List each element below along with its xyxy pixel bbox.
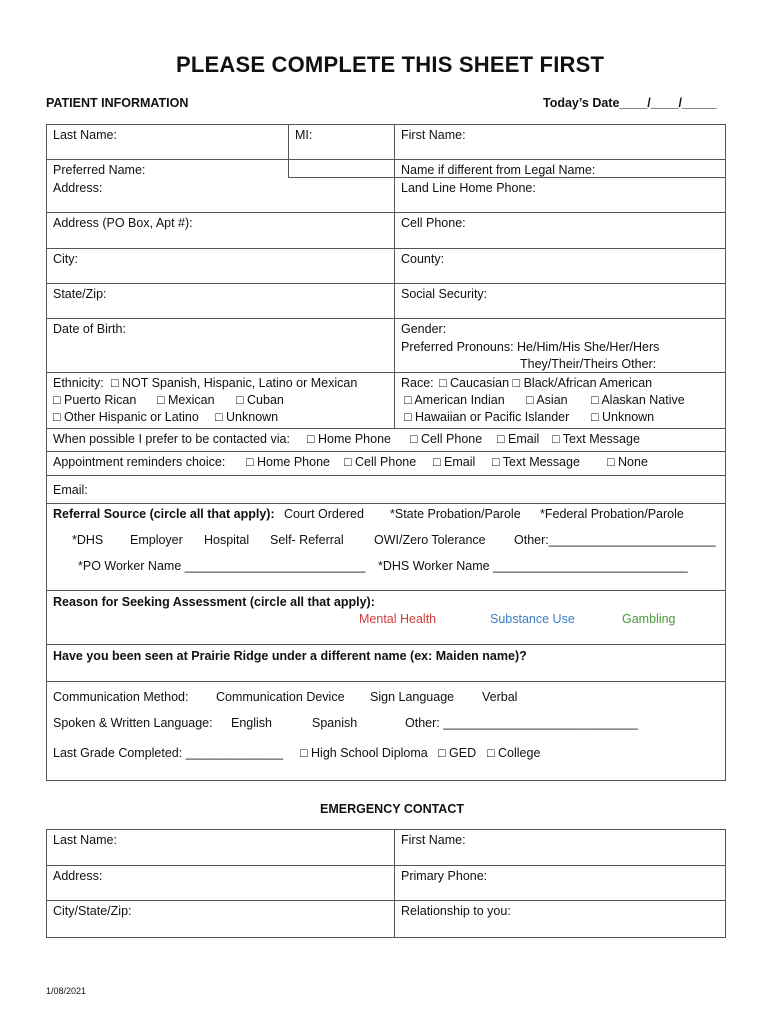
table-border: [725, 829, 726, 938]
language-option[interactable]: Spanish: [312, 716, 358, 730]
email-field[interactable]: Email:: [53, 483, 88, 497]
row-divider: [46, 283, 725, 284]
emergency-contact-heading: EMERGENCY CONTACT: [320, 802, 464, 816]
ethnicity-option[interactable]: □ Puerto Rican: [53, 393, 137, 407]
city-field[interactable]: City:: [53, 252, 78, 266]
ethnicity-option[interactable]: □ Unknown: [215, 410, 279, 424]
row-divider: [46, 248, 725, 249]
emergency-relationship-field[interactable]: Relationship to you:: [401, 904, 511, 918]
table-border: [46, 937, 726, 938]
communication-label: Communication Method:: [53, 690, 189, 704]
contact-pref-option[interactable]: □ Email: [497, 432, 540, 446]
emergency-phone-field[interactable]: Primary Phone:: [401, 869, 488, 883]
emergency-address-field[interactable]: Address:: [53, 869, 103, 883]
row-divider: [46, 865, 726, 866]
referral-option[interactable]: Self- Referral: [270, 533, 344, 547]
row-divider: [46, 900, 726, 901]
preferred-name-field[interactable]: Preferred Name:: [53, 163, 146, 177]
ethnicity-label: Ethnicity:: [53, 376, 104, 390]
dhs-worker-field[interactable]: *DHS Worker Name ____________________________: [378, 559, 688, 573]
page-title: PLEASE COMPLETE THIS SHEET FIRST: [176, 52, 605, 77]
last-grade-field[interactable]: Last Grade Completed: ______________: [53, 746, 284, 760]
reason-option-gambling[interactable]: Gambling: [622, 612, 676, 626]
race-option[interactable]: □ Asian: [526, 393, 568, 407]
contact-pref-label: When possible I prefer to be contacted via:: [53, 432, 290, 446]
row-divider: [46, 681, 725, 682]
ethnicity-option[interactable]: □ Other Hispanic or Latino: [53, 410, 199, 424]
contact-pref-option[interactable]: □ Text Message: [552, 432, 640, 446]
section-heading-patient: PATIENT INFORMATION: [46, 96, 189, 110]
cell-phone-field[interactable]: Cell Phone:: [401, 216, 466, 230]
reminder-option[interactable]: □ None: [607, 455, 648, 469]
emergency-last-name-field[interactable]: Last Name:: [53, 833, 117, 847]
row-divider: [288, 177, 725, 178]
referral-other-field[interactable]: Other:________________________: [514, 533, 716, 547]
address-po-field[interactable]: Address (PO Box, Apt #):: [53, 216, 193, 230]
race-option[interactable]: □ Hawaiian or Pacific Islander: [404, 410, 570, 424]
todays-date-field[interactable]: Today’s Date____/____/_____: [543, 96, 717, 110]
seen-before-question[interactable]: Have you been seen at Prairie Ridge under a different name (ex: Maiden name)?: [53, 649, 527, 663]
communication-option[interactable]: Verbal: [482, 690, 518, 704]
table-border: [46, 829, 726, 830]
emergency-first-name-field[interactable]: First Name:: [401, 833, 466, 847]
column-divider: [394, 829, 395, 938]
last-name-field[interactable]: Last Name:: [53, 128, 117, 142]
row-divider: [46, 372, 725, 373]
referral-option[interactable]: Court Ordered: [284, 507, 364, 521]
ethnicity-option[interactable]: □ Cuban: [236, 393, 284, 407]
column-divider: [288, 124, 289, 178]
county-field[interactable]: County:: [401, 252, 445, 266]
pronouns-line-1: Preferred Pronouns: He/Him/His She/Her/Hers: [401, 340, 660, 354]
reminder-option[interactable]: □ Home Phone: [246, 455, 330, 469]
landline-field[interactable]: Land Line Home Phone:: [401, 181, 536, 195]
row-divider: [46, 503, 725, 504]
first-name-field[interactable]: First Name:: [401, 128, 466, 142]
reminder-option[interactable]: □ Text Message: [492, 455, 580, 469]
row-divider: [46, 590, 725, 591]
referral-option[interactable]: Employer: [130, 533, 183, 547]
race-option[interactable]: □ Caucasian □ Black/African American: [439, 376, 653, 390]
race-label: Race:: [401, 376, 434, 390]
grade-option[interactable]: □ GED: [438, 746, 477, 760]
table-border: [46, 124, 725, 125]
referral-option[interactable]: OWI/Zero Tolerance: [374, 533, 486, 547]
row-divider: [46, 475, 725, 476]
table-border: [725, 124, 726, 780]
emergency-city-state-zip-field[interactable]: City/State/Zip:: [53, 904, 132, 918]
reason-option-substance-use[interactable]: Substance Use: [490, 612, 575, 626]
contact-pref-option[interactable]: □ Cell Phone: [410, 432, 483, 446]
communication-option[interactable]: Sign Language: [370, 690, 455, 704]
pronouns-line-2: They/Their/Theirs Other:: [520, 357, 657, 371]
referral-option[interactable]: *Federal Probation/Parole: [540, 507, 684, 521]
reminder-option[interactable]: □ Email: [433, 455, 476, 469]
table-border: [46, 780, 726, 781]
language-option[interactable]: English: [231, 716, 272, 730]
reason-option-mental-health[interactable]: Mental Health: [359, 612, 437, 626]
gender-field[interactable]: Gender:: [401, 322, 447, 336]
communication-option[interactable]: Communication Device: [216, 690, 345, 704]
referral-label: Referral Source (circle all that apply):: [53, 507, 275, 521]
mi-field[interactable]: MI:: [295, 128, 313, 142]
language-label: Spoken & Written Language:: [53, 716, 213, 730]
race-option[interactable]: □ Alaskan Native: [591, 393, 685, 407]
row-divider: [46, 428, 725, 429]
dob-field[interactable]: Date of Birth:: [53, 322, 126, 336]
reminders-label: Appointment reminders choice:: [53, 455, 226, 469]
race-option[interactable]: □ Unknown: [591, 410, 655, 424]
row-divider: [46, 159, 725, 160]
name-if-different-field[interactable]: Name if different from Legal Name:: [401, 163, 596, 177]
footer-date: 1/08/2021: [46, 986, 87, 996]
address-field[interactable]: Address:: [53, 181, 103, 195]
po-worker-field[interactable]: *PO Worker Name __________________________: [78, 559, 366, 573]
referral-option[interactable]: *State Probation/Parole: [390, 507, 521, 521]
ssn-field[interactable]: Social Security:: [401, 287, 488, 301]
ethnicity-option[interactable]: □ Mexican: [157, 393, 215, 407]
row-divider: [46, 451, 725, 452]
grade-option[interactable]: □ College: [487, 746, 541, 760]
referral-option[interactable]: Hospital: [204, 533, 250, 547]
column-divider: [394, 124, 395, 428]
race-option[interactable]: □ American Indian: [404, 393, 505, 407]
state-zip-field[interactable]: State/Zip:: [53, 287, 107, 301]
row-divider: [46, 212, 725, 213]
reason-label: Reason for Seeking Assessment (circle all that apply):: [53, 595, 375, 609]
row-divider: [46, 644, 725, 645]
language-other-field[interactable]: Other: ____________________________: [405, 716, 638, 730]
reminder-option[interactable]: □ Cell Phone: [344, 455, 417, 469]
table-border: [46, 829, 47, 938]
grade-option[interactable]: □ High School Diploma: [300, 746, 428, 760]
row-divider: [46, 318, 725, 319]
contact-pref-option[interactable]: □ Home Phone: [307, 432, 391, 446]
referral-option[interactable]: *DHS: [72, 533, 104, 547]
ethnicity-option[interactable]: □ NOT Spanish, Hispanic, Latino or Mexican: [111, 376, 358, 390]
